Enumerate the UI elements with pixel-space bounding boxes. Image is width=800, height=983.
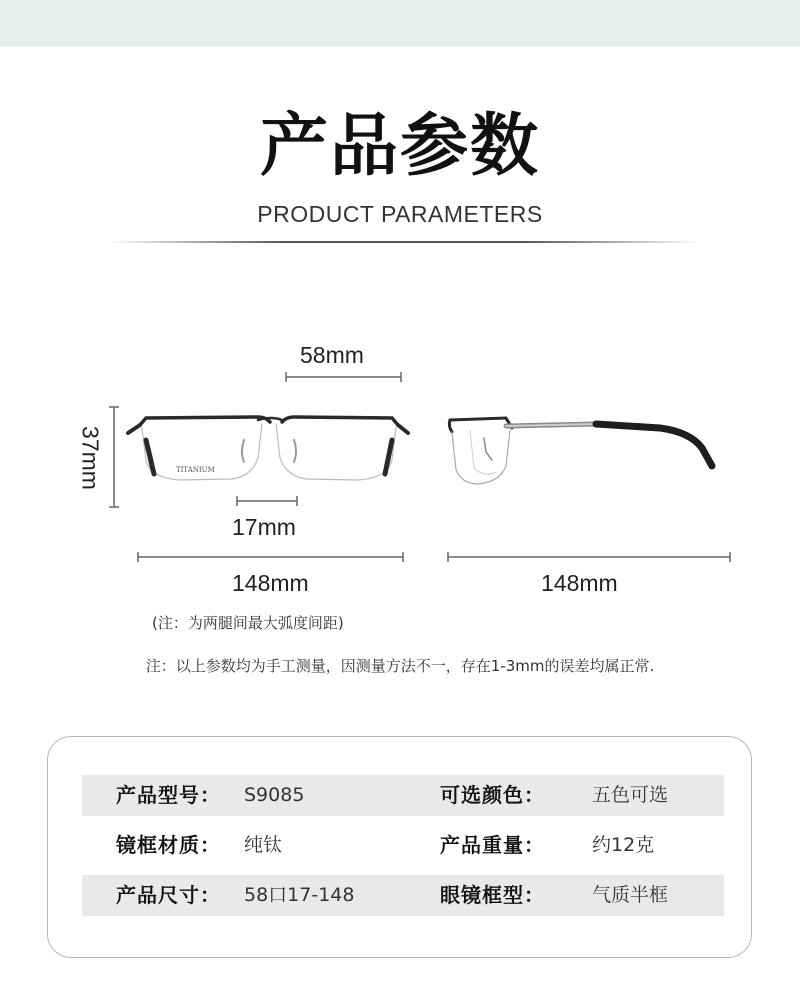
temple-length-line bbox=[448, 552, 730, 562]
spec-value: 58口17-148 bbox=[244, 884, 355, 906]
spec-label: 可选颜色： bbox=[440, 783, 545, 807]
spec-value: 气质半框 bbox=[592, 884, 669, 906]
spec-row bbox=[82, 775, 724, 816]
spec-value: 纯钛 bbox=[244, 834, 283, 856]
spec-label: 产品重量： bbox=[440, 833, 545, 857]
temple-note: (注：为两腿间最大弧度间距) bbox=[152, 614, 344, 632]
spec-label: 产品尺寸： bbox=[116, 883, 221, 907]
page-title: 产品参数 bbox=[259, 106, 540, 186]
lens-width-line bbox=[286, 372, 401, 382]
spec-row bbox=[82, 875, 724, 916]
spec-value: S9085 bbox=[244, 784, 305, 806]
bridge-label: 17mm bbox=[232, 514, 296, 540]
frame-imprint-text: TITANIUM bbox=[176, 466, 215, 474]
spec-label: 产品型号： bbox=[116, 783, 221, 807]
lens-height-label: 37mm bbox=[77, 426, 104, 490]
bridge-line bbox=[237, 496, 297, 506]
measurement-note: 注：以上参数均为手工测量，因测量方法不一，存在1-3mm的误差均属正常. bbox=[145, 657, 655, 675]
lens-height-line bbox=[109, 407, 119, 507]
front-width-label: 148mm bbox=[232, 570, 309, 596]
lens-width-label: 58mm bbox=[300, 342, 364, 368]
glasses-front-view bbox=[128, 417, 408, 480]
temple-length-label: 148mm bbox=[541, 570, 618, 596]
page-subtitle: PRODUCT PARAMETERS bbox=[257, 201, 543, 227]
spec-row bbox=[82, 825, 724, 866]
spec-value: 五色可选 bbox=[592, 784, 669, 806]
spec-label: 镜框材质： bbox=[116, 833, 221, 857]
glasses-side-view bbox=[449, 418, 712, 484]
spec-value: 约12克 bbox=[592, 834, 655, 856]
front-width-line bbox=[138, 552, 403, 562]
spec-label: 眼镜框型： bbox=[440, 883, 545, 907]
